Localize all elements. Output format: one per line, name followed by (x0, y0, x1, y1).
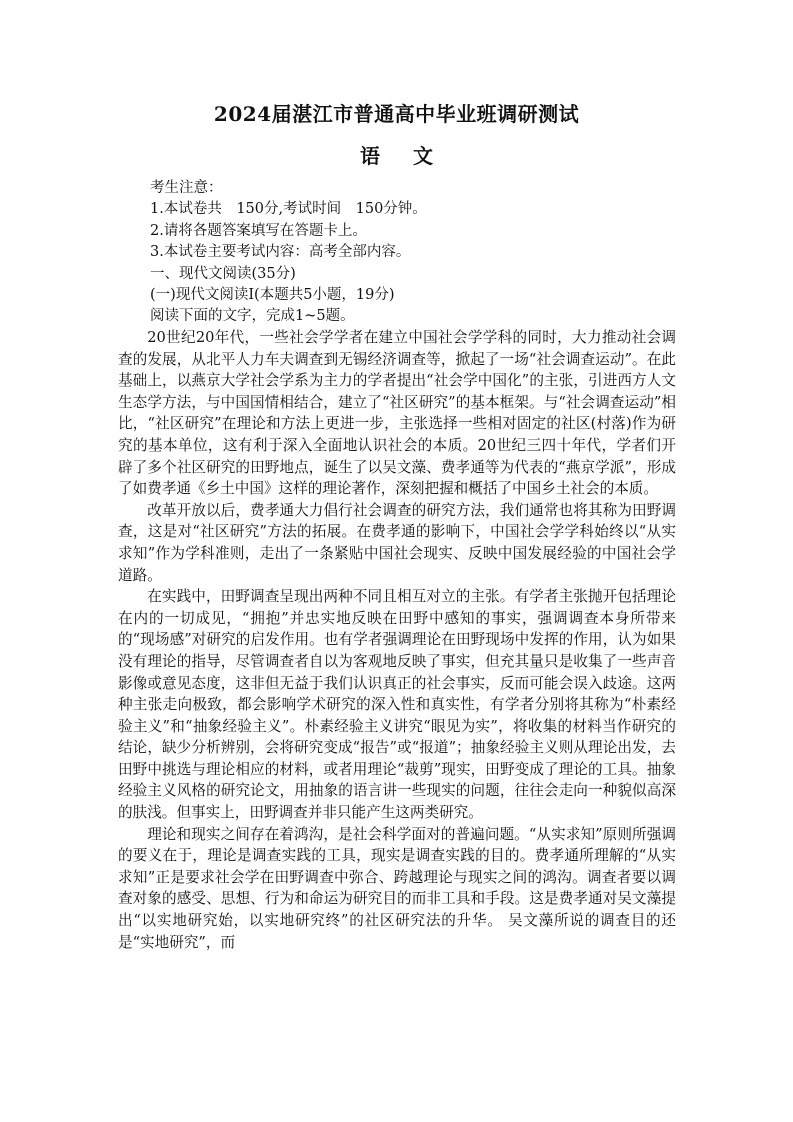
reading-passage (118, 327, 676, 953)
passage-paragraph-1: 20世纪20年代，一些社会学学者在建立中国社会学学科的同时，大力推动社会调查的发展，从北平人力车夫调查到无锡经济调查等，掀起了一场“社会调查运动”。在此基础上，以燕京大学社会学系为主力的学者提出“社会学中国化”的主张，引进西方人文生态学方法，与中国国情相结合，建立了“社区研究”的基本框架。与“社会调查运动”相比，“社区研究”在理论和方法上更进一步，主张选择一些相对固定的社区(村落)作为研究的基本单位，这有利于深入全面地认识社会的本质。20世纪三四十年代，学者们开辟了多个社区研究的田野地点，诞生了以吴文藻、费孝通等为代表的“燕京学派”，形成了如费孝通《乡土中国》这样的理论著作，深刻把握和概括了中国乡土社会的本质。 (118, 329, 676, 498)
section-heading: 一、现代文阅读(35分) (150, 265, 296, 282)
passage-paragraph-4: 理论和现实之间存在着鸿沟，是社会科学面对的普遍问题。“从实求知”原则所强调的要义在于，理论是调查实践的工具，现实是调查实践的目的。费孝通所理解的“从实求知”正是要求社会学在田野调查中弥合、跨越理论与现实之间的鸿沟。调查者要以调查对象的感受、思想、行为和命运为研究目的而非工具和手段。这是费孝通对吴文藻提出“以实地研究始，以实地研究终”的社区研究法的升华。 吴文藻所说的调查目的还是“实地研究”，而 (118, 825, 676, 951)
subsection-heading: (一)现代文阅读Ⅰ(本题共5小题，19分) (150, 287, 395, 304)
exam-title: 2024届湛江市普通高中毕业班调研测试 (213, 102, 580, 126)
notice-heading: 考生注意： (150, 180, 223, 196)
subject-title: 语 文 (360, 144, 433, 168)
notice-item-3: 3.本试卷主要考试内容：高考全部内容。 (150, 244, 411, 261)
notice-item-2: 2.请将各题答案填写在答题卡上。 (150, 222, 367, 239)
exam-notice-block (150, 178, 670, 328)
passage-paragraph-2: 改革开放以后，费孝通大力倡行社会调查的研究方法，我们通常也将其称为田野调查，这是对“社区研究”方法的拓展。在费孝通的影响下，中国社会学学科始终以“从实求知”作为学科准则，走出了一条紧贴中国社会现实、反映中国发展经验的中国社会学道路。 (118, 501, 676, 584)
passage-paragraph-3: 在实践中，田野调查呈现出两种不同且相互对立的主张。有学者主张抛开包括理论在内的一切成见，“拥抱”并忠实地反映在田野中感知的事实，强调调查本身所带来的“现场感”对研究的启发作用。也有学者强调理论在田野现场中发挥的作用，认为如果没有理论的指导，尽管调查者自以为客观地反映了事实，但充其量只是收集了一些声音影像或意见态度，这非但无益于我们认识真正的社会事实，反而可能会误入歧途。这两种主张走向极致，都会影响学术研究的深入性和真实性，有学者分别将其称为“朴素经验主义”和“抽象经验主义”。朴素经验主义讲究“眼见为实”，将收集的材料当作研究的结论，缺少分析辨别，会将研究变成“报告”或“报道”；抽象经验主义则从理论出发，去田野中挑选与理论相应的材料，或者用理论“裁剪”现实，田野变成了理论的工具。抽象经验主义风格的研究论文，用抽象的语言讲一些现实的问题，往往会走向一种貌似高深的肤浅。但事实上，田野调查并非只能产生这两类研究。 (118, 588, 676, 822)
notice-item-1: 1.本试卷共 150分,考试时间 150分钟。 (150, 201, 427, 218)
reading-instruction: 阅读下面的文字，完成1~5题。 (150, 308, 355, 325)
